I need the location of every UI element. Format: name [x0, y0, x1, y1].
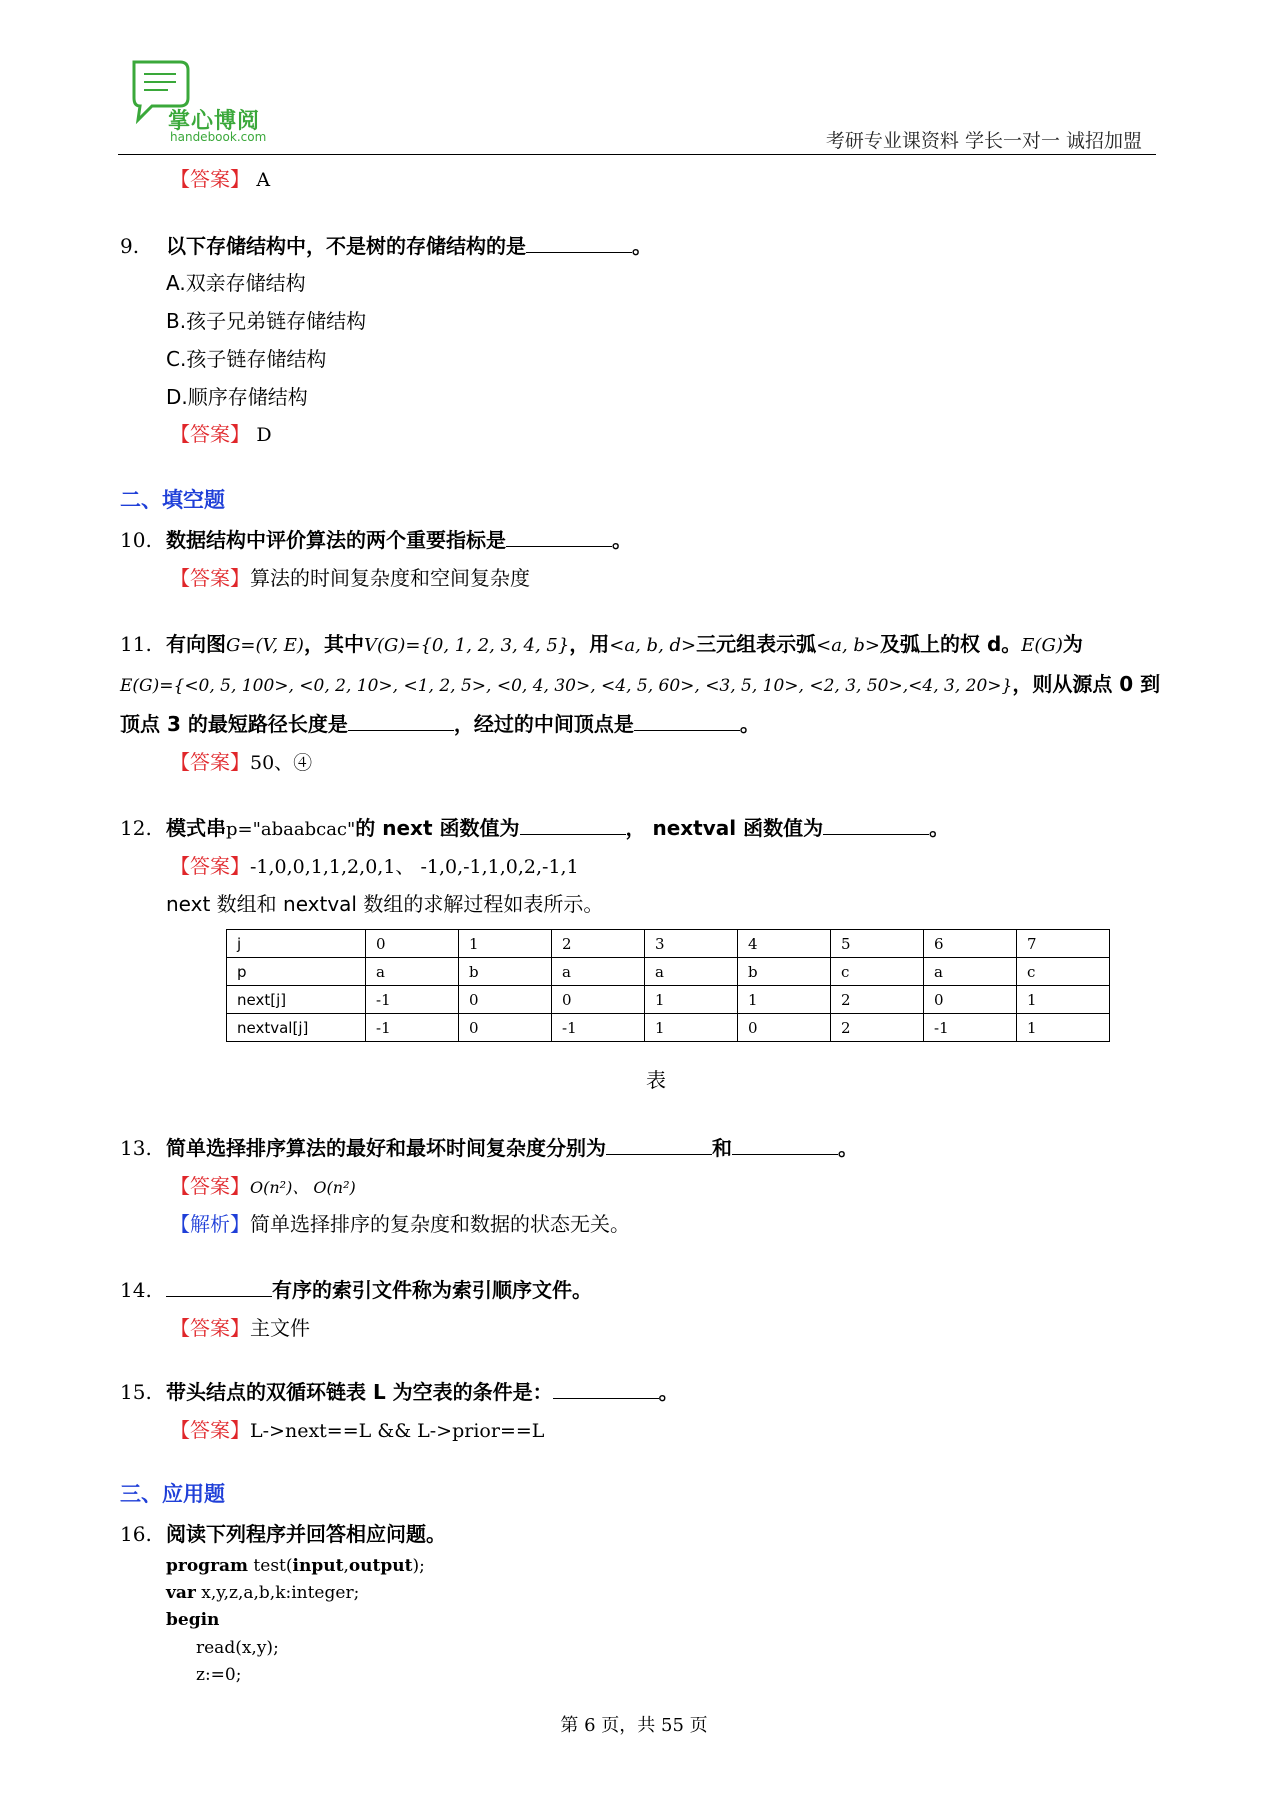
section-heading-fill-in: 二、填空题 — [120, 488, 225, 512]
code-line — [166, 1610, 219, 1630]
answer-tag: 【答案】 — [170, 566, 250, 590]
code-line — [196, 1638, 279, 1658]
question-number: 10. — [120, 528, 152, 552]
question-text: 模式串 — [166, 816, 226, 840]
table-cell: -1 — [552, 1014, 645, 1042]
answer-blank — [553, 1380, 659, 1399]
table-row — [227, 986, 1110, 1014]
answer-tag: 【答案】 — [170, 1316, 250, 1340]
question-text: ，则从源点 0 到 — [1012, 672, 1161, 696]
analysis-q13 — [170, 1208, 630, 1237]
answer-value: L->next==L && L->prior==L — [250, 1420, 545, 1442]
answer-value: O(n²)、 O(n²) — [250, 1178, 356, 1197]
answer-tag: 【答案】 — [170, 422, 250, 446]
code-text: ); — [412, 1556, 425, 1576]
table-cell: 7 — [1017, 930, 1110, 958]
question-text: 带头结点的双循环链表 L 为空表的条件是： — [166, 1380, 553, 1404]
answer-q14 — [170, 1312, 310, 1341]
code-keyword: input — [292, 1556, 344, 1576]
answer-value: 50、④ — [250, 752, 313, 774]
answer-blank — [348, 712, 454, 731]
table-cell: 0 — [552, 986, 645, 1014]
question-text: 为 — [1062, 632, 1083, 656]
math-expression: V(G)={0, 1, 2, 3, 4, 5} — [363, 635, 570, 656]
table-row — [227, 958, 1110, 986]
row-header: nextval[j] — [227, 1014, 366, 1042]
question-text: ，其中 — [303, 632, 364, 656]
table-cell: 1 — [645, 1014, 738, 1042]
math-expression: <a, b, d> — [609, 635, 697, 656]
logo-subtitle: handebook.com — [170, 130, 267, 144]
question-text: 及弧上的权 d。 — [880, 632, 1022, 656]
table-cell: 0 — [459, 1014, 552, 1042]
table-cell: -1 — [366, 1014, 459, 1042]
section-heading-application: 三、应用题 — [120, 1482, 225, 1506]
row-header: j — [227, 930, 366, 958]
math-expression: p="abaabcac" — [226, 819, 356, 840]
question-11-line-3 — [120, 708, 760, 737]
code-keyword: program — [166, 1556, 249, 1576]
table-cell: 1 — [1017, 986, 1110, 1014]
math-expression: G=(V, E) — [226, 635, 304, 656]
answer-blank — [166, 1278, 272, 1297]
answer-tag: 【答案】 — [170, 854, 250, 878]
math-expression: E(G)={<0, 5, 100>, <0, 2, 10>, <1, 2, 5>, <0, 4, 30>, <4, 5, 60>, <3, 5, 10>, <2, 3, 50>,<4, 3, 20>} — [120, 676, 1013, 696]
question-text: 和 — [712, 1136, 732, 1160]
table-cell: 0 — [459, 986, 552, 1014]
question-text: 三元组表示弧 — [696, 632, 817, 656]
question-number: 14. — [120, 1278, 152, 1302]
answer-blank — [823, 816, 929, 835]
option-a: A.双亲存储结构 — [166, 271, 306, 295]
table-cell: 1 — [1017, 1014, 1110, 1042]
table-cell: 1 — [645, 986, 738, 1014]
question-text: 阅读下列程序并回答相应问题。 — [166, 1522, 446, 1546]
table-cell: -1 — [924, 1014, 1017, 1042]
answer-q9 — [170, 418, 272, 447]
answer-blank — [520, 816, 626, 835]
answer-blank — [732, 1136, 838, 1155]
code-keyword: begin — [166, 1610, 220, 1630]
answer-q11 — [170, 746, 312, 775]
math-expression: <a, b> — [816, 635, 880, 656]
question-text: 有序的索引文件称为索引顺序文件。 — [272, 1278, 592, 1302]
answer-value: 主文件 — [250, 1316, 310, 1340]
question-end: 。 — [632, 234, 652, 258]
code-text: x,y,z,a,b,k:integer; — [195, 1583, 360, 1603]
question-number: 12. — [120, 816, 152, 840]
question-text: 数据结构中评价算法的两个重要指标是 — [166, 528, 506, 552]
table-cell: c — [1017, 958, 1110, 986]
code-text: test( — [248, 1556, 293, 1576]
code-keyword: var — [166, 1583, 196, 1603]
code-text: read(x,y); — [196, 1638, 279, 1658]
question-12 — [120, 812, 949, 841]
answer-q12 — [170, 850, 579, 879]
table-cell: 2 — [552, 930, 645, 958]
table-row — [227, 930, 1110, 958]
table-cell: 0 — [366, 930, 459, 958]
option-c: C.孩子链存储结构 — [166, 347, 327, 371]
table-cell: b — [459, 958, 552, 986]
question-10 — [120, 524, 632, 553]
question-end: 。 — [658, 1380, 679, 1404]
analysis-text: 简单选择排序的复杂度和数据的状态无关。 — [250, 1212, 630, 1236]
question-16 — [120, 1518, 446, 1547]
analysis-tag: 【解析】 — [170, 1212, 250, 1236]
answer-blank — [526, 234, 632, 253]
question-text: ，用 — [569, 632, 610, 656]
question-15 — [120, 1376, 679, 1405]
logo-text: 掌心博阅 — [168, 109, 261, 134]
table-cell: 2 — [831, 1014, 924, 1042]
code-keyword: output — [348, 1556, 413, 1576]
header-divider — [118, 154, 1156, 155]
question-text: 有向图 — [166, 632, 226, 656]
table-cell: 0 — [738, 1014, 831, 1042]
code-line — [166, 1556, 425, 1576]
table-cell: a — [552, 958, 645, 986]
question-end: 。 — [612, 528, 632, 552]
question-end: 。 — [739, 712, 760, 736]
header-tagline: 考研专业课资料 学长一对一 诚招加盟 — [825, 130, 1142, 152]
table-cell: 0 — [924, 986, 1017, 1014]
option-b: B.孩子兄弟链存储结构 — [166, 309, 367, 333]
table-cell: b — [738, 958, 831, 986]
table-cell: 3 — [645, 930, 738, 958]
question-text: 以下存储结构中，不是树的存储结构的是 — [166, 234, 526, 258]
question-11 — [120, 628, 1083, 657]
option-d: D.顺序存储结构 — [166, 385, 308, 409]
code-line — [196, 1665, 241, 1685]
table-caption: 表 — [646, 1068, 666, 1092]
question-number: 15. — [120, 1380, 152, 1404]
table-cell: -1 — [366, 986, 459, 1014]
question-text: ， nextval 函数值为 — [625, 816, 824, 840]
code-text: , — [343, 1556, 349, 1576]
question-text: ，经过的中间顶点是 — [453, 712, 634, 736]
answer-q15 — [170, 1414, 544, 1443]
answer-q8 — [170, 163, 270, 192]
table-cell: 1 — [459, 930, 552, 958]
table-cell: 5 — [831, 930, 924, 958]
question-14 — [120, 1274, 592, 1303]
question-9 — [120, 230, 652, 259]
answer-value: A — [256, 169, 271, 191]
code-line — [166, 1583, 359, 1603]
math-expression: E(G) — [1021, 635, 1063, 656]
question-number: 13. — [120, 1136, 152, 1160]
question-end: 。 — [838, 1136, 858, 1160]
next-nextval-table — [226, 929, 1110, 1042]
question-number: 11. — [120, 632, 152, 656]
answer-tag: 【答案】 — [170, 167, 250, 191]
table-cell: a — [924, 958, 1017, 986]
table-cell: c — [831, 958, 924, 986]
question-text: 简单选择排序算法的最好和最坏时间复杂度分别为 — [166, 1136, 606, 1160]
row-header: p — [227, 958, 366, 986]
table-cell: 6 — [924, 930, 1017, 958]
answer-tag: 【答案】 — [170, 1174, 250, 1198]
answer-blank — [634, 712, 740, 731]
table-cell: 2 — [831, 986, 924, 1014]
question-13 — [120, 1132, 858, 1161]
answer-tag: 【答案】 — [170, 1418, 250, 1442]
page-number: 第 6 页，共 55 页 — [560, 1715, 708, 1736]
answer-blank — [606, 1136, 712, 1155]
table-cell: a — [366, 958, 459, 986]
question-text: 的 next 函数值为 — [355, 816, 520, 840]
answer-tag: 【答案】 — [170, 750, 250, 774]
code-text: z:=0; — [196, 1665, 242, 1685]
answer-blank — [506, 528, 612, 547]
table-cell: 1 — [738, 986, 831, 1014]
answer-value: -1,0,0,1,1,2,0,1、 -1,0,-1,1,0,2,-1,1 — [250, 856, 579, 878]
table-cell: 4 — [738, 930, 831, 958]
question-text: 顶点 3 的最短路径长度是 — [120, 712, 348, 736]
answer-value: D — [256, 424, 272, 446]
table-row — [227, 1014, 1110, 1042]
answer-q10 — [170, 562, 530, 591]
question-number: 9. — [120, 234, 140, 258]
question-end: 。 — [929, 816, 950, 840]
table-intro: next 数组和 nextval 数组的求解过程如表所示。 — [166, 892, 604, 916]
table-cell: a — [645, 958, 738, 986]
question-number: 16. — [120, 1522, 152, 1546]
row-header: next[j] — [227, 986, 366, 1014]
question-11-line-2 — [120, 668, 1160, 697]
answer-q13 — [170, 1170, 356, 1199]
answer-value: 算法的时间复杂度和空间复杂度 — [250, 566, 530, 590]
